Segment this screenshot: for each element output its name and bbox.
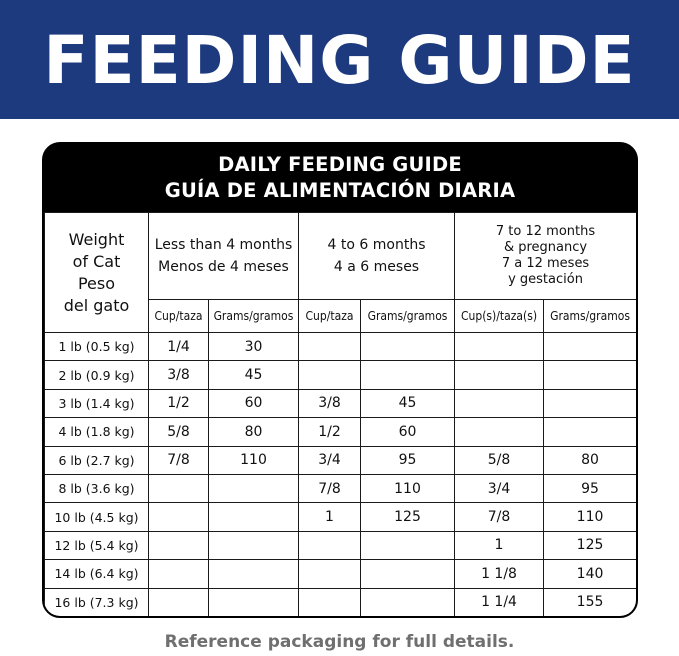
- grams-cell: 80: [544, 446, 637, 474]
- banner-title: FEEDING GUIDE: [43, 21, 636, 99]
- weight-header-es-line1: Peso: [77, 273, 116, 293]
- grams-cell: [209, 531, 299, 559]
- table-row: [45, 389, 637, 417]
- group-label-en: Less than 4 months: [154, 237, 293, 253]
- table-row: [45, 588, 637, 616]
- grams-cell: 60: [361, 418, 455, 446]
- cup-cell: [299, 333, 361, 361]
- cup-cell: 1 1/8: [455, 560, 544, 588]
- cup-cell: 7/8: [149, 446, 209, 474]
- weight-header-es-line2: del gato: [63, 295, 130, 315]
- card-title-en: DAILY FEEDING GUIDE: [218, 153, 462, 176]
- cup-cell: 7/8: [455, 503, 544, 531]
- subheader-cup: Cup/taza: [299, 300, 361, 333]
- cup-cell: [455, 389, 544, 417]
- grams-cell: 125: [361, 503, 455, 531]
- grams-cell: [209, 503, 299, 531]
- grams-cell: 95: [544, 474, 637, 502]
- group-label-en: 4 to 6 months: [327, 237, 426, 253]
- table-row: [45, 474, 637, 502]
- grams-cell: 155: [544, 588, 637, 616]
- subheader-cups: Cup(s)/taza(s): [455, 300, 544, 333]
- cup-cell: 3/8: [149, 361, 209, 389]
- cup-cell: 3/8: [299, 389, 361, 417]
- cup-cell: [149, 503, 209, 531]
- cup-cell: 5/8: [455, 446, 544, 474]
- weight-column-header: [45, 213, 149, 333]
- weight-cell: 10 lb (4.5 kg): [45, 503, 149, 531]
- table-row: [45, 446, 637, 474]
- table-row: [45, 503, 637, 531]
- grams-cell: 45: [209, 361, 299, 389]
- weight-header-en-line2: of Cat: [72, 251, 121, 271]
- cup-cell: [299, 560, 361, 588]
- cup-cell: [455, 418, 544, 446]
- grams-cell: 80: [209, 418, 299, 446]
- grams-cell: [544, 389, 637, 417]
- table-row: [45, 333, 637, 361]
- grams-cell: 95: [361, 446, 455, 474]
- cup-cell: [149, 588, 209, 616]
- cup-cell: [455, 361, 544, 389]
- grams-cell: 110: [544, 503, 637, 531]
- header-banner: [0, 0, 679, 119]
- grams-cell: [209, 474, 299, 502]
- table-row: [45, 418, 637, 446]
- table-row: [45, 531, 637, 559]
- weight-cell: 6 lb (2.7 kg): [45, 446, 149, 474]
- table-row: [45, 560, 637, 588]
- subheader-cup: Cup/taza: [149, 300, 209, 333]
- cup-cell: [299, 588, 361, 616]
- group-label-es: 4 a 6 meses: [333, 259, 420, 275]
- feeding-guide-card: [42, 142, 638, 618]
- weight-cell: 2 lb (0.9 kg): [45, 361, 149, 389]
- cup-cell: 1: [299, 503, 361, 531]
- grams-cell: [544, 361, 637, 389]
- group-header-7-to-12-months: [455, 213, 637, 300]
- cup-cell: [149, 560, 209, 588]
- grams-cell: [544, 333, 637, 361]
- group-header-4-to-6-months: [299, 213, 455, 300]
- grams-cell: [209, 588, 299, 616]
- cup-cell: 1/2: [149, 389, 209, 417]
- weight-cell: 4 lb (1.8 kg): [45, 418, 149, 446]
- group-header-under-4-months: [149, 213, 299, 300]
- footer-note: Reference packaging for full details.: [164, 632, 515, 652]
- group-label-en-line1: 7 to 12 months: [495, 224, 596, 239]
- cup-cell: 7/8: [299, 474, 361, 502]
- group-label-es-line1: 7 a 12 meses: [501, 256, 590, 271]
- grams-cell: 60: [209, 389, 299, 417]
- cup-cell: [149, 531, 209, 559]
- grams-cell: [544, 418, 637, 446]
- grams-cell: [361, 588, 455, 616]
- grams-cell: [361, 560, 455, 588]
- subheader-grams: Grams/gramos: [361, 300, 455, 333]
- subheader-grams: Grams/gramos: [209, 300, 299, 333]
- cup-cell: [455, 333, 544, 361]
- weight-cell: 12 lb (5.4 kg): [45, 531, 149, 559]
- cup-cell: [299, 361, 361, 389]
- grams-cell: 110: [361, 474, 455, 502]
- cup-cell: 3/4: [299, 446, 361, 474]
- weight-cell: 16 lb (7.3 kg): [45, 588, 149, 616]
- cup-cell: 5/8: [149, 418, 209, 446]
- card-title-es: GUÍA DE ALIMENTACIÓN DIARIA: [164, 179, 516, 202]
- feeding-table: [44, 212, 637, 617]
- group-label-en-line2: & pregnancy: [503, 240, 588, 255]
- group-label-es-line2: y gestación: [508, 272, 583, 287]
- grams-cell: [361, 361, 455, 389]
- cup-cell: 3/4: [455, 474, 544, 502]
- weight-cell: 3 lb (1.4 kg): [45, 389, 149, 417]
- grams-cell: 30: [209, 333, 299, 361]
- grams-cell: [361, 531, 455, 559]
- cup-cell: 1: [455, 531, 544, 559]
- subheader-grams: Grams/gramos: [544, 300, 637, 333]
- grams-cell: [209, 560, 299, 588]
- cup-cell: [149, 474, 209, 502]
- card-header: [44, 144, 636, 212]
- grams-cell: 140: [544, 560, 637, 588]
- group-label-es: Menos de 4 meses: [158, 259, 289, 275]
- weight-cell: 8 lb (3.6 kg): [45, 474, 149, 502]
- weight-cell: 14 lb (6.4 kg): [45, 560, 149, 588]
- cup-cell: 1/2: [299, 418, 361, 446]
- table-group-header-row: [45, 213, 637, 300]
- grams-cell: 125: [544, 531, 637, 559]
- grams-cell: 110: [209, 446, 299, 474]
- table-row: [45, 361, 637, 389]
- grams-cell: 45: [361, 389, 455, 417]
- weight-cell: 1 lb (0.5 kg): [45, 333, 149, 361]
- grams-cell: [361, 333, 455, 361]
- weight-header-en-line1: Weight: [68, 229, 125, 249]
- cup-cell: [299, 531, 361, 559]
- cup-cell: 1/4: [149, 333, 209, 361]
- cup-cell: 1 1/4: [455, 588, 544, 616]
